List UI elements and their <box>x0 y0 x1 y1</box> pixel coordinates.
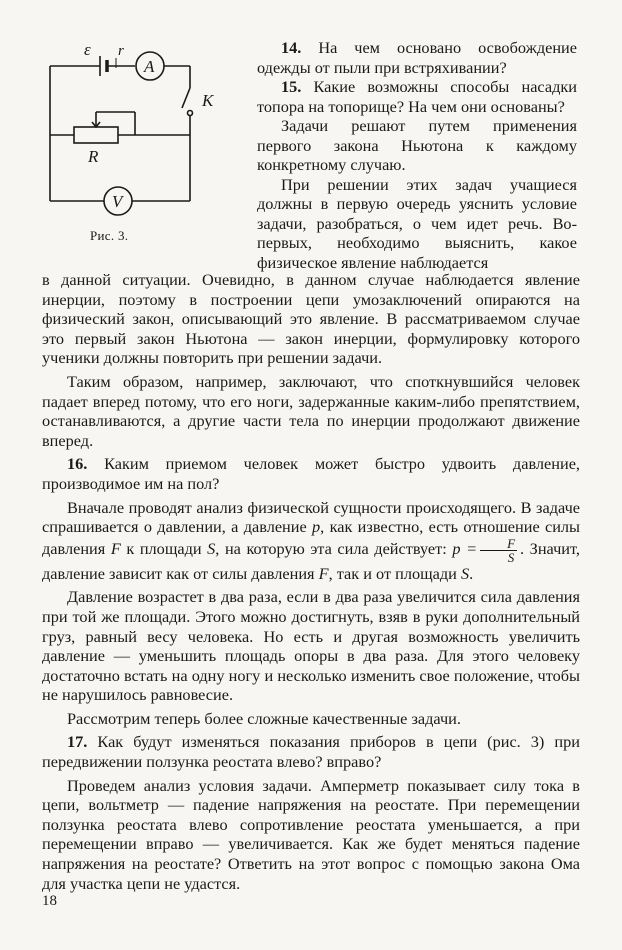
question-15 <box>257 77 577 116</box>
text-run: к площади <box>120 538 208 558</box>
text-run: , так и от площади <box>328 563 461 583</box>
question-17 <box>42 732 580 771</box>
paragraph-solving-continued: в данной ситуации. Очевидно, в данном случае наблюдается явление инерции, поэтому в построении цепи умозаключений опираются на физический закон, описывающий это явление. В рассматриваемом случае это первый закон Ньютона — закон инерции, формулировку которого ученики должны повторить при решении задачи. <box>42 270 580 368</box>
page-number: 18 <box>42 893 57 909</box>
var-S: S <box>207 538 216 558</box>
circuit-schematic <box>22 38 237 238</box>
question-text: На чем основано освобождение одежды от пыли при встряхивании? <box>257 38 577 77</box>
question-14 <box>257 38 577 77</box>
internal-resistance-label: r <box>118 43 124 59</box>
question-number: 14. <box>281 38 302 57</box>
question-text: Какие возможны способы насадки топора на топорище? На чем они основаны? <box>257 77 577 116</box>
text-run: . Значит, давление зависит как от силы давления <box>42 538 580 583</box>
paragraph-ammeter: Проведем анализ условия задачи. Амперметр показывает силу тока в цепи, вольтметр — падение напряжения на реостате. При перемещении ползунка реостата влево сопротивление реостата уменьшается, а при перемещении вправо — увеличивается. Как же будет меняться падение напряжения на реостате? Ответить на этот вопрос с помощью закона Ома для участка цепи не удастся. <box>42 775 580 893</box>
main-text-column <box>42 270 580 897</box>
figure-caption: Рис. 3. <box>90 228 129 243</box>
paragraph-complex: Рассмотрим теперь более сложные качественные задачи. <box>67 708 461 728</box>
var-F: F <box>110 538 121 558</box>
text-run: , как известно, есть отношение силы давления <box>42 517 580 558</box>
formula-denominator: S <box>507 549 515 565</box>
formula-numerator: F <box>480 537 517 551</box>
question-number: 17. <box>67 732 88 752</box>
formula-lhs: p = <box>452 538 478 558</box>
var-S: S <box>460 563 470 583</box>
question-text: Как будут изменяться показания приборов в цепи (рис. 3) при передвижении ползунка реостата влево? вправо? <box>42 732 580 772</box>
formula-fraction <box>480 537 517 564</box>
voltmeter-label: V <box>112 192 123 211</box>
paragraph-solve: Задачи решают путем применения первого закона Ньютона к каждому конкретному случаю. <box>257 116 577 174</box>
switch-label: K <box>202 91 214 110</box>
var-F: F <box>318 563 329 583</box>
rheostat-label: R <box>88 147 99 166</box>
question-number: 16. <box>67 454 88 474</box>
ammeter-label: A <box>144 57 155 76</box>
circuit-diagram <box>22 38 237 248</box>
paragraph-example: Таким образом, например, заключают, что споткнувшийся человек падает вперед потому, что его ноги, задержанные каким-либо препятствием, останавливаются, а другие части тела по инерции продолжают движение вперед. <box>42 371 580 450</box>
var-p: p <box>312 517 321 537</box>
question-number: 15. <box>281 77 302 96</box>
top-right-column <box>257 38 577 272</box>
text-run: . <box>469 563 474 583</box>
paragraph-analysis <box>42 498 580 584</box>
text-run: Вначале проводят анализ физической сущности происходящего. В задаче спрашивается о давлении, а давление <box>42 497 580 537</box>
paragraph-solving-start: При решении этих задач учащиеся должны в первую очередь уяснить условие задачи, разобраться, о чем идет речь. Во-первых, необходимо выяснить, какое физическое явление наблюдается <box>257 174 577 272</box>
question-16 <box>42 454 580 493</box>
paragraph-pressure: Давление возрастет в два раза, если в два раза увеличится сила давления при той же площади. Этого можно достигнуть, взяв в руки дополнительный груз, равный весу человека. Но есть и другая возможность увеличить давление — уменьшить площадь опоры в два раза. Для этого человеку достаточно встать на одну ногу и несколько изменить свое положение, чтобы не нарушилось равновесие. <box>42 587 580 705</box>
question-text: Каким приемом человек может быстро удвоить давление, производимое им на пол? <box>42 454 580 493</box>
emf-label: ε <box>84 40 91 59</box>
text-run: , на которую эта сила действует: <box>215 538 453 558</box>
